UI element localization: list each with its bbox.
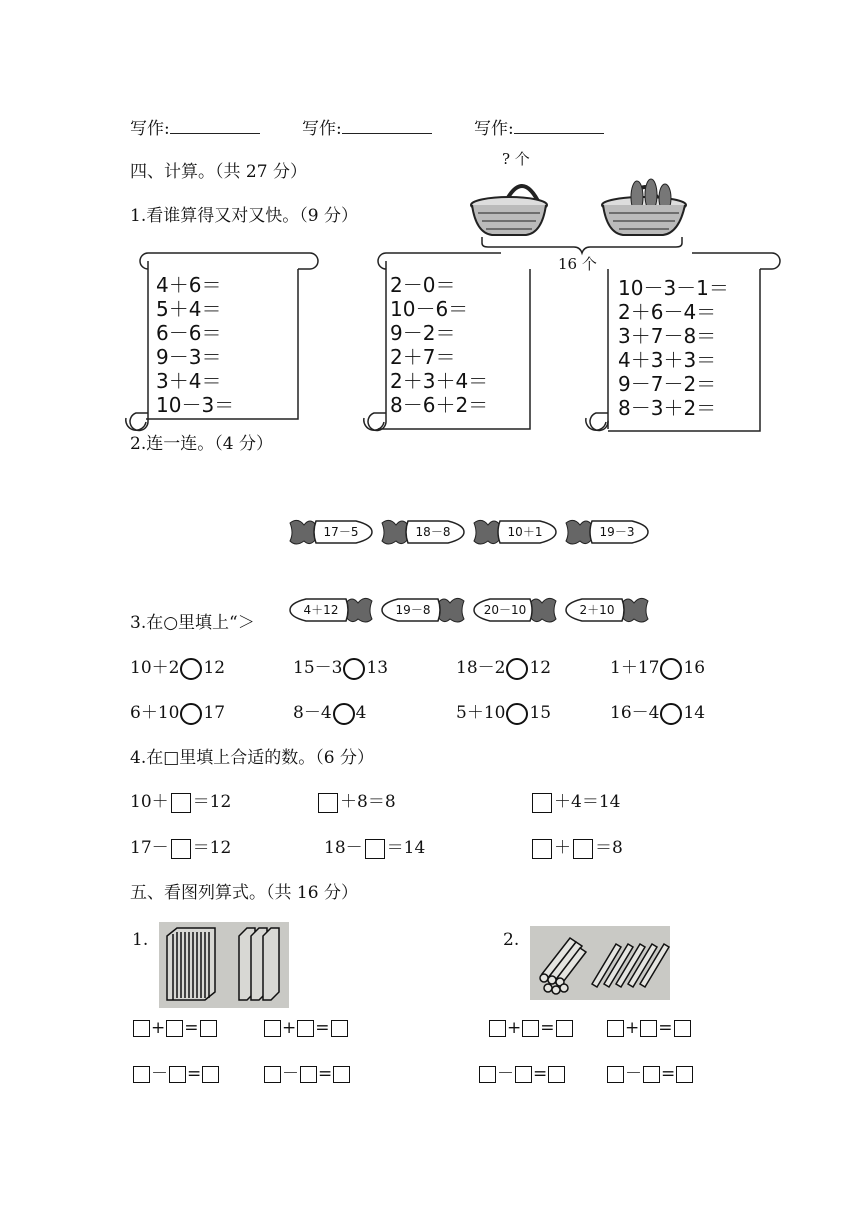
- fill-item: [324, 836, 425, 860]
- compare-item: [456, 656, 551, 680]
- answer-box[interactable]: [556, 1020, 573, 1037]
- equation[interactable]: 3＋7－8＝: [618, 324, 717, 348]
- compare-left: 6＋10: [130, 703, 180, 723]
- question-2-heading: 2.连一连。（4 分）: [130, 434, 273, 454]
- answer-box[interactable]: [333, 1066, 350, 1083]
- operator: +: [282, 1018, 297, 1038]
- carrot-label: 4＋12: [303, 603, 339, 617]
- equation[interactable]: 5＋4＝: [156, 297, 222, 321]
- carrot-card[interactable]: [564, 515, 650, 549]
- fill-item: [530, 790, 620, 814]
- equation-row: [263, 1062, 351, 1086]
- operator: =: [187, 1064, 202, 1084]
- operator: =: [533, 1064, 548, 1084]
- answer-box[interactable]: [169, 1066, 186, 1083]
- fill-text: ＝8: [595, 838, 623, 858]
- compare-right: 12: [203, 658, 226, 678]
- operator: =: [658, 1018, 673, 1038]
- compare-right: 13: [366, 658, 389, 678]
- answer-circle[interactable]: [660, 703, 682, 725]
- answer-box[interactable]: [607, 1066, 624, 1083]
- basket-total-label: 16 个: [558, 255, 597, 273]
- equation[interactable]: 2＋3＋4＝: [390, 369, 489, 393]
- compare-item: [130, 656, 225, 680]
- carrot-card[interactable]: [288, 515, 374, 549]
- fill-text: ＝12: [192, 792, 232, 812]
- compare-item: [293, 701, 366, 725]
- equation-row: [132, 1016, 218, 1040]
- books-image: [159, 922, 289, 1008]
- equation[interactable]: 10－6＝: [390, 297, 469, 321]
- fill-text: ＋: [554, 838, 571, 858]
- answer-box[interactable]: [515, 1066, 532, 1083]
- answer-box[interactable]: [318, 793, 338, 813]
- operator: －: [625, 1064, 642, 1084]
- answer-box[interactable]: [133, 1066, 150, 1083]
- equation[interactable]: 3＋4＝: [156, 369, 222, 393]
- carrot-card[interactable]: [564, 593, 650, 627]
- answer-box[interactable]: [365, 839, 385, 859]
- answer-box[interactable]: [171, 793, 191, 813]
- writing-field-3[interactable]: [474, 117, 604, 140]
- answer-box[interactable]: [202, 1066, 219, 1083]
- compare-item: [610, 656, 705, 680]
- fill-text: ＝14: [386, 838, 426, 858]
- fill-text: 18－: [324, 838, 363, 858]
- equation-row: [488, 1016, 574, 1040]
- answer-box[interactable]: [300, 1066, 317, 1083]
- operator: +: [625, 1018, 640, 1038]
- operator: =: [184, 1018, 199, 1038]
- carrot-card[interactable]: [472, 515, 558, 549]
- carrot-label: 10＋1: [507, 525, 543, 539]
- compare-left: 5＋10: [456, 703, 506, 723]
- equation-row: [478, 1062, 566, 1086]
- answer-box[interactable]: [331, 1020, 348, 1037]
- equation-row: [263, 1016, 349, 1040]
- full-basket-icon: [602, 179, 686, 235]
- equation-row: [606, 1062, 694, 1086]
- answer-box[interactable]: [264, 1020, 281, 1037]
- equation[interactable]: 4＋3＋3＝: [618, 348, 717, 372]
- operator: －: [151, 1064, 168, 1084]
- equation[interactable]: 6－6＝: [156, 321, 222, 345]
- operator: =: [540, 1018, 555, 1038]
- answer-circle[interactable]: [506, 703, 528, 725]
- item-1-label: 1.: [132, 930, 149, 950]
- scroll-2-equations: [390, 273, 488, 417]
- compare-left: 15－3: [293, 658, 343, 678]
- basket-question-label: ? 个: [502, 150, 530, 168]
- compare-right: 16: [683, 658, 706, 678]
- compare-left: 16－4: [610, 703, 660, 723]
- answer-box[interactable]: [640, 1020, 657, 1037]
- carrot-card[interactable]: [380, 515, 466, 549]
- operator: －: [282, 1064, 299, 1084]
- answer-box[interactable]: [674, 1020, 691, 1037]
- carrots-top-row: [288, 515, 658, 551]
- writing-blank[interactable]: [170, 117, 260, 134]
- answer-circle[interactable]: [343, 658, 365, 680]
- fill-item: [530, 836, 623, 860]
- compare-left: 8－4: [293, 703, 332, 723]
- compare-item: [130, 701, 225, 725]
- answer-box[interactable]: [166, 1020, 183, 1037]
- compare-item: [293, 656, 388, 680]
- answer-circle[interactable]: [506, 658, 528, 680]
- fill-item: [316, 790, 396, 814]
- writing-label: 写作:: [130, 119, 170, 139]
- scroll-3-equations: [618, 276, 729, 420]
- answer-circle[interactable]: [660, 658, 682, 680]
- question-1-heading: 1.看谁算得又对又快。（9 分）: [130, 206, 358, 226]
- answer-box[interactable]: [200, 1020, 217, 1037]
- compare-right: 4: [355, 703, 367, 723]
- equation[interactable]: 8－6＋2＝: [390, 393, 489, 417]
- equation[interactable]: 8－3＋2＝: [618, 396, 717, 420]
- scroll-1-equations: [156, 273, 234, 417]
- carrot-card[interactable]: [288, 593, 374, 627]
- carrot-label: 20－10: [483, 603, 527, 617]
- answer-box[interactable]: [573, 839, 593, 859]
- fill-text: 17－: [130, 838, 169, 858]
- answer-circle[interactable]: [180, 658, 202, 680]
- compare-left: 10＋2: [130, 658, 180, 678]
- equation[interactable]: 10－3－1＝: [618, 276, 729, 300]
- answer-box[interactable]: [676, 1066, 693, 1083]
- writing-blank[interactable]: [342, 117, 432, 134]
- sticks-image: [530, 926, 670, 1000]
- equation[interactable]: 2＋6－4＝: [618, 300, 717, 324]
- carrot-label: 17－5: [323, 525, 359, 539]
- fill-text: ＝12: [192, 838, 232, 858]
- writing-label: 写作:: [474, 119, 514, 139]
- fill-item: [130, 790, 231, 814]
- equation-row: [606, 1016, 692, 1040]
- writing-label: 写作:: [302, 119, 342, 139]
- operator: =: [661, 1064, 676, 1084]
- equation[interactable]: 4＋6＝: [156, 273, 222, 297]
- question-4-heading: 4.在□里填上合适的数。（6 分）: [130, 748, 375, 768]
- writing-blank[interactable]: [514, 117, 604, 134]
- compare-right: 17: [203, 703, 226, 723]
- answer-box[interactable]: [548, 1066, 565, 1083]
- answer-box[interactable]: [522, 1020, 539, 1037]
- fill-text: ＋4＝14: [554, 792, 621, 812]
- fill-item: [130, 836, 231, 860]
- compare-right: 15: [529, 703, 552, 723]
- compare-right: 14: [683, 703, 706, 723]
- carrot-label: 19－8: [395, 603, 431, 617]
- answer-box[interactable]: [171, 839, 191, 859]
- operator: =: [315, 1018, 330, 1038]
- equation[interactable]: 9－3＝: [156, 345, 222, 369]
- answer-circle[interactable]: [333, 703, 355, 725]
- fill-text: 10＋: [130, 792, 169, 812]
- equation-row: [132, 1062, 220, 1086]
- compare-left: 18－2: [456, 658, 506, 678]
- operator: =: [318, 1064, 333, 1084]
- carrot-card[interactable]: [380, 593, 466, 627]
- equation[interactable]: 9－2＝: [390, 321, 456, 345]
- operator: －: [497, 1064, 514, 1084]
- answer-box[interactable]: [643, 1066, 660, 1083]
- writing-field-2[interactable]: [302, 117, 432, 140]
- answer-box[interactable]: [264, 1066, 281, 1083]
- section4-title: 四、计算。（共 27 分）: [130, 162, 307, 182]
- compare-item: [456, 701, 551, 725]
- answer-box[interactable]: [133, 1020, 150, 1037]
- answer-box[interactable]: [297, 1020, 314, 1037]
- operator: +: [507, 1018, 522, 1038]
- compare-item: [610, 701, 705, 725]
- carrot-label: 18－8: [415, 525, 451, 539]
- writing-field-1[interactable]: [130, 117, 260, 140]
- equation[interactable]: 2＋7＝: [390, 345, 456, 369]
- compare-left: 1＋17: [610, 658, 660, 678]
- carrot-label: 2＋10: [579, 603, 615, 617]
- carrot-label: 19－3: [599, 525, 635, 539]
- answer-box[interactable]: [532, 839, 552, 859]
- fill-text: ＋8＝8: [340, 792, 396, 812]
- answer-circle[interactable]: [180, 703, 202, 725]
- answer-box[interactable]: [489, 1020, 506, 1037]
- equation[interactable]: 9－7－2＝: [618, 372, 717, 396]
- operator: +: [151, 1018, 166, 1038]
- carrots-bottom-row: [288, 593, 658, 629]
- question-3-heading: 3.在○里填上“＞: [130, 613, 255, 633]
- answer-box[interactable]: [532, 793, 552, 813]
- equation[interactable]: 10－3＝: [156, 393, 235, 417]
- section5-title: 五、看图列算式。（共 16 分）: [130, 883, 358, 903]
- compare-right: 12: [529, 658, 552, 678]
- answer-box[interactable]: [479, 1066, 496, 1083]
- answer-box[interactable]: [607, 1020, 624, 1037]
- item-2-label: 2.: [503, 930, 520, 950]
- equation[interactable]: 2－0＝: [390, 273, 456, 297]
- carrot-card[interactable]: [472, 593, 558, 627]
